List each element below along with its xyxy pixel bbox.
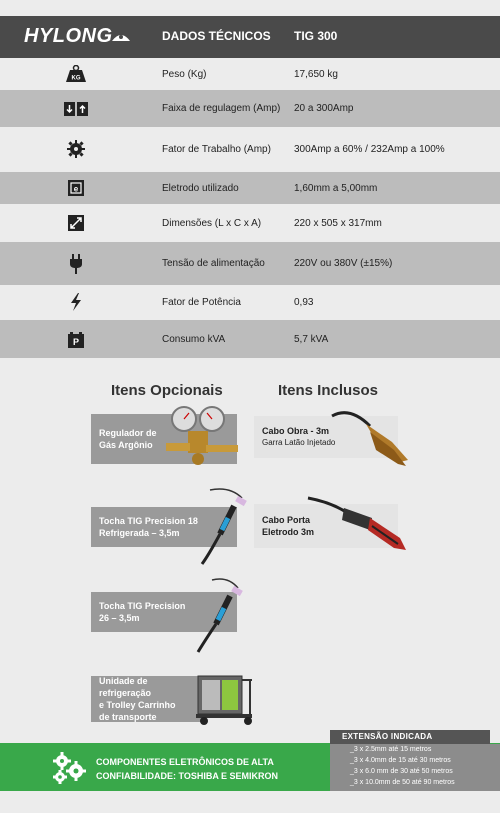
spec-row-electrode	[0, 172, 500, 204]
spec-value: 220 x 505 x 317mm	[294, 218, 382, 229]
current-range-icon	[62, 97, 90, 121]
ground-clamp-image	[330, 404, 410, 468]
spec-row-dimensions	[0, 204, 500, 242]
item-label-line1: Tocha TIG Precision 18	[99, 516, 198, 526]
footer-line1: COMPONENTES ELETRÔNICOS DE ALTA	[96, 757, 274, 767]
spec-row-consumption	[0, 320, 500, 358]
lightning-icon	[62, 290, 90, 314]
spec-row-voltage	[0, 242, 500, 285]
extension-title: EXTENSÃO INDICADA	[342, 732, 433, 741]
hylong-logo	[24, 22, 132, 52]
svg-text:KG: KG	[71, 75, 81, 82]
brand-name: HYLONG	[24, 25, 113, 47]
spec-label: Fator de Potência	[162, 297, 241, 308]
spec-label: Eletrodo utilizado	[162, 183, 239, 194]
spec-value: 1,60mm a 5,00mm	[294, 183, 378, 194]
weight-icon	[62, 62, 90, 86]
item-label-line2: Gás Argônio	[99, 440, 153, 450]
electrode-icon	[62, 176, 90, 200]
spec-value: 0,93	[294, 297, 314, 308]
spec-row-current-range	[0, 90, 500, 127]
spec-label: Tensão de alimentação	[162, 258, 265, 269]
spec-row-duty-cycle	[0, 127, 500, 172]
gears-icon	[50, 749, 88, 787]
electrode-holder-image	[306, 492, 410, 558]
included-items-title: Itens Inclusos	[278, 382, 379, 399]
item-label-line3: de transporte	[99, 712, 157, 722]
spec-label: Fator de Trabalho (Amp)	[162, 144, 271, 155]
item-label-line1: Unidade de refrigeração	[99, 676, 152, 698]
tig-torch-18-image	[190, 486, 250, 566]
spec-row-power-factor	[0, 285, 500, 320]
item-label-line1: Regulador de	[99, 428, 157, 438]
spec-table-header	[0, 16, 500, 58]
spec-value: 220V ou 380V (±15%)	[294, 258, 393, 269]
footer-line2: CONFIABILIDADE: TOSHIBA E SEMIKRON	[96, 771, 279, 781]
column-header-specs: DADOS TÉCNICOS	[162, 29, 271, 43]
tig-torch-26-image	[190, 574, 250, 654]
extension-line: _3 x 10.0mm de 50 até 90 metros	[350, 779, 455, 786]
spec-value: 300Amp a 60% / 232Amp a 100%	[294, 144, 445, 155]
spec-value: 17,650 kg	[294, 69, 338, 80]
extension-line: _3 x 4.0mm de 15 até 30 metros	[350, 757, 451, 764]
column-header-model: TIG 300	[294, 29, 338, 43]
svg-text:e: e	[73, 184, 79, 194]
item-label-line1: Cabo Porta	[262, 515, 311, 525]
power-consumption-icon	[62, 328, 90, 352]
gas-regulator-image	[162, 403, 242, 469]
optional-items-title: Itens Opcionais	[111, 382, 223, 399]
svg-text:P: P	[72, 337, 80, 347]
item-label-line2: Refrigerada – 3,5m	[99, 528, 180, 538]
extension-line: _3 x 6.0 mm de 30 até 50 metros	[350, 768, 453, 775]
spec-label: Peso (Kg)	[162, 69, 207, 80]
plug-icon	[62, 252, 90, 276]
dimensions-icon	[62, 211, 90, 235]
item-label-line2: 26 – 3,5m	[99, 613, 140, 623]
optional-item-cooling-unit	[91, 676, 201, 722]
extension-line: _3 x 2.5mm até 15 metros	[350, 746, 432, 753]
item-label-line2: Garra Latão Injetado	[262, 438, 336, 447]
spec-row-weight	[0, 58, 500, 90]
spec-value: 20 a 300Amp	[294, 103, 354, 114]
spec-label: Dimensões (L x C x A)	[162, 218, 262, 229]
spec-label: Consumo kVA	[162, 334, 226, 345]
spec-label: Faixa de regulagem (Amp)	[162, 103, 281, 114]
cooling-trolley-image	[192, 670, 264, 726]
components-reliability-text	[96, 755, 278, 783]
spec-value: 5,7 kVA	[294, 334, 329, 345]
item-label-line2: Eletrodo 3m	[262, 527, 315, 537]
item-label-line2: e Trolley Carrinho	[99, 700, 176, 710]
welding-spark-icon	[110, 27, 132, 45]
gear-icon	[62, 137, 90, 161]
item-label-line1: Cabo Obra - 3m	[262, 426, 330, 436]
item-label-line1: Tocha TIG Precision	[99, 601, 186, 611]
